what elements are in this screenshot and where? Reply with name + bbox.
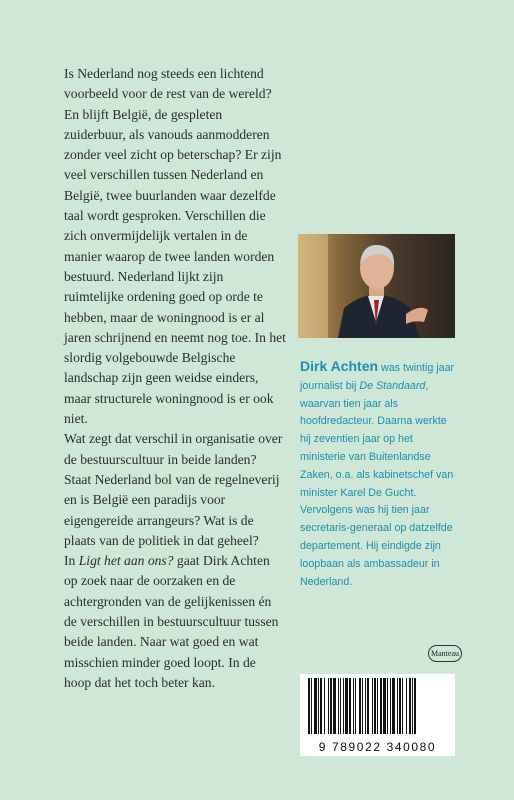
blurb-paragraph-2: Wat zegt dat verschil in organisatie over de bestuurscultuur in beide landen? Staat Nederland bol van de regelneverij en is België een paradijs voor eigengereide arrangeurs? Wat is de plaats van de politiek in dat geheel? xyxy=(64,431,283,548)
barcode-bar xyxy=(365,678,366,734)
barcode-bar xyxy=(387,678,388,734)
barcode-bar xyxy=(399,678,401,734)
barcode-bar xyxy=(340,678,341,734)
barcode-bar xyxy=(320,678,322,734)
barcode-bar xyxy=(380,678,382,734)
barcode-bar xyxy=(377,678,378,734)
barcode-bar xyxy=(308,678,310,734)
barcode-bar xyxy=(414,678,416,734)
barcode-bar xyxy=(406,678,407,734)
isbn-number: 9 789022 340080 xyxy=(318,740,437,754)
blurb-paragraph-1: Is Nederland nog steeds een lichtend voorbeeld voor de rest van de wereld? En blijft België, de gespleten zuiderbuur, als vanouds aanmodderen zonder veel zicht op beterschap? Er zijn veel verschillen tussen Nederland en België, twee buurlanden waar dezelfde taal wordt gesproken. Verschillen die zich onvermijdelijk vertalen in de manier waarop de twee landen worden bestuurd. Nederland lijkt zijn ruimtelijke ordening goed op orde te hebben, maar de woningnood is er al jaren schrijnend en neemt nog toe. In het slordig volgebouwde Belgische landschap zijn geen weidse einders, maar structurele woningnood is er ook niet. xyxy=(64,66,286,427)
publisher-logo xyxy=(428,645,462,662)
author-name: Dirk Achten xyxy=(300,358,379,374)
barcode-bar xyxy=(412,678,413,734)
barcode-bar xyxy=(314,678,317,734)
barcode-bars xyxy=(308,678,447,734)
barcode-bar xyxy=(355,678,356,734)
barcode-bar xyxy=(374,678,376,734)
barcode-bar xyxy=(345,678,348,734)
barcode-bar xyxy=(359,678,361,734)
blurb-text xyxy=(64,64,286,693)
barcode-bar xyxy=(409,678,411,734)
barcode-bar xyxy=(367,678,369,734)
book-title-italic: Ligt het aan ons? xyxy=(78,553,174,569)
barcode-bar xyxy=(330,678,332,734)
author-bio xyxy=(300,358,460,591)
bio-text-1: was twintig jaar journalist bij xyxy=(300,362,455,392)
barcode-bar xyxy=(328,678,329,734)
barcode-bar xyxy=(353,678,354,734)
barcode-bar xyxy=(362,678,363,734)
newspaper-name: De Standaard xyxy=(359,379,426,392)
barcode-bar xyxy=(318,678,319,734)
author-photo xyxy=(298,234,455,338)
barcode-bar xyxy=(372,678,373,734)
barcode-bar xyxy=(349,678,351,734)
barcode-bar xyxy=(383,678,386,734)
barcode-bar xyxy=(324,678,325,734)
barcode-bar xyxy=(338,678,339,734)
blurb-p3-suffix: gaat Dirk Achten op zoek naar de oorzaken en de achtergronden van de gelijkenissen én de verschillen in bestuurscultuur tussen beide landen. Naar wat goed en wat misschien minder goed loopt. In de hoop dat het toch beter kan. xyxy=(64,553,279,690)
publisher-logo-text: Manteau xyxy=(431,649,459,658)
blurb-p3-prefix: In xyxy=(64,553,79,569)
bio-text-2: , waarvan tien jaar als hoofdredacteur. Daarna werkte hij zeventien jaar op het ministerie van Buitenlandse Zaken, o.a. als kabinetschef van minister Karel De Gucht. Vervolgens was hij tien jaar secretaris-generaal op datzelfde departement. Hij eindigde zijn loopbaan als ambassadeur in Nederland. xyxy=(300,379,454,588)
barcode-bar xyxy=(311,678,312,734)
barcode-bar xyxy=(343,678,344,734)
barcode-bar xyxy=(333,678,336,734)
barcode-bar xyxy=(392,678,395,734)
isbn-barcode xyxy=(300,674,455,756)
blurb-paragraph-3 xyxy=(64,551,286,693)
barcode-bar xyxy=(390,678,391,734)
barcode-bar xyxy=(402,678,403,734)
author-portrait-image xyxy=(298,234,455,338)
barcode-bar xyxy=(397,678,398,734)
